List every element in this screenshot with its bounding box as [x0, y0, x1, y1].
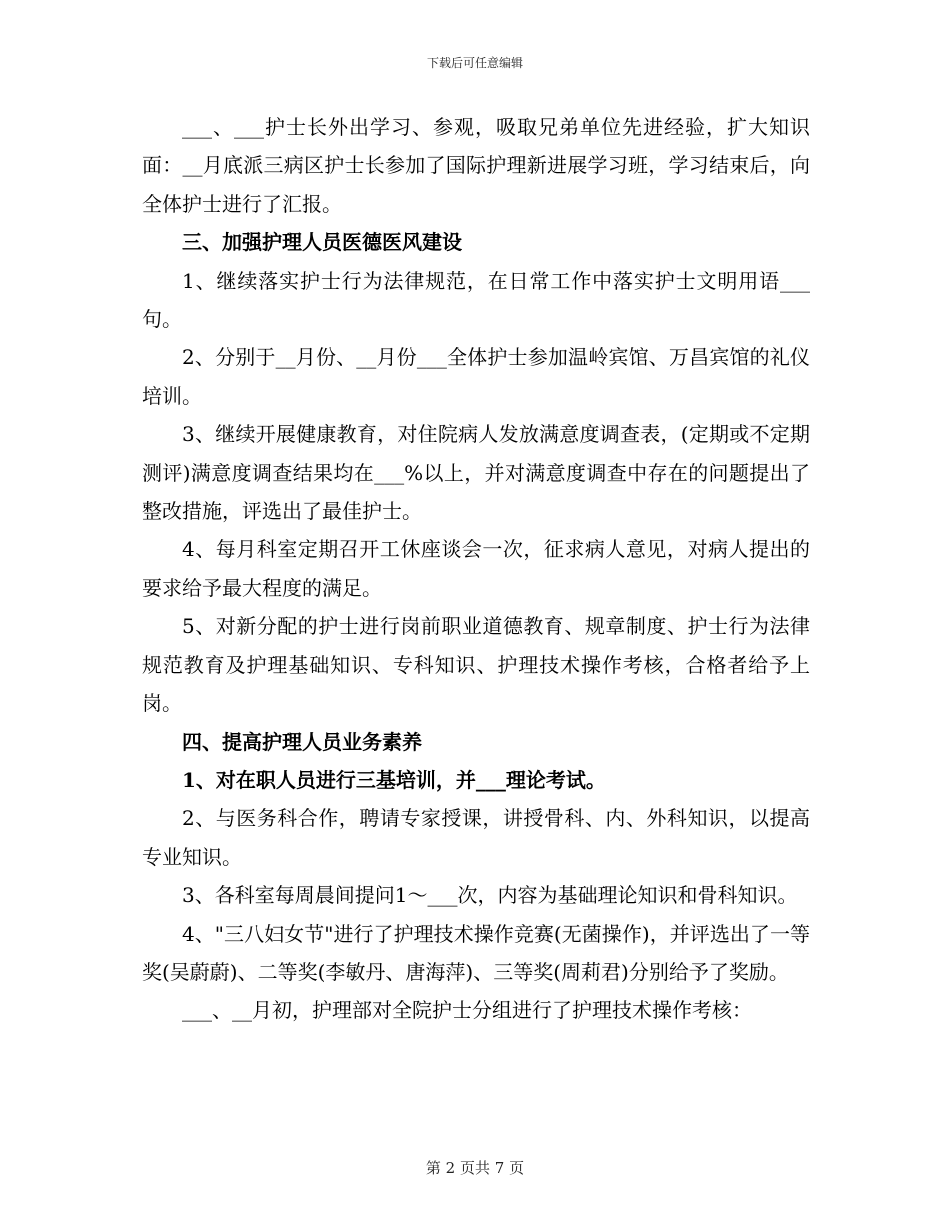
- paragraph: ___、___护士长外出学习、参观，吸取兄弟单位先进经验，扩大知识面：__月底派三病区护士长参加了国际护理新进展学习班，学习结束后，向全体护士进行了汇报。: [142, 115, 810, 216]
- paragraph: ___、__月初，护理部对全院护士分组进行了护理技术操作考核：: [182, 998, 752, 1023]
- page-header: 下载后可任意编辑: [426, 56, 523, 70]
- paragraph: 5、对新分配的护士进行岗前职业道德教育、规章制度、护士行为法律规范教育及护理基础知识、专科知识、护理技术操作考核，合格者给予上岗。: [142, 614, 810, 716]
- paragraph: 4、"三八妇女节"进行了护理技术操作竞赛(无菌操作)，并评选出了一等奖(吴蔚蔚)、二等奖(李敏丹、唐海萍)、三等奖(周莉君)分别给予了奖励。: [142, 921, 810, 984]
- page-footer: 第 2 页共 7 页: [425, 1159, 525, 1177]
- document-body: [142, 108, 810, 1030]
- paragraph: 1、对在职人员进行三基培训，并___理论考试。: [182, 767, 606, 792]
- paragraph: 3、各科室每周晨间提问1～___次，内容为基础理论知识和骨科知识。: [182, 883, 798, 908]
- paragraph: 2、与医务科合作，聘请专家授课，讲授骨科、内、外科知识，以提高专业知识。: [142, 806, 810, 869]
- section-heading: 四、提高护理人员业务素养: [182, 729, 422, 754]
- paragraph: 4、每月科室定期召开工休座谈会一次，征求病人意见，对病人提出的要求给予最大程度的满足。: [142, 537, 810, 600]
- section-heading: 三、加强护理人员医德医风建设: [182, 230, 462, 255]
- paragraph: 3、继续开展健康教育，对住院病人发放满意度调查表，(定期或不定期测评)满意度调查结果均在___%以上，并对满意度调查中存在的问题提出了整改措施，评选出了最佳护士。: [142, 422, 810, 524]
- paragraph: 2、分别于__月份、__月份___全体护士参加温岭宾馆、万昌宾馆的礼仪培训。: [142, 345, 810, 408]
- paragraph: 1、继续落实护士行为法律规范，在日常工作中落实护士文明用语___句。: [142, 268, 810, 332]
